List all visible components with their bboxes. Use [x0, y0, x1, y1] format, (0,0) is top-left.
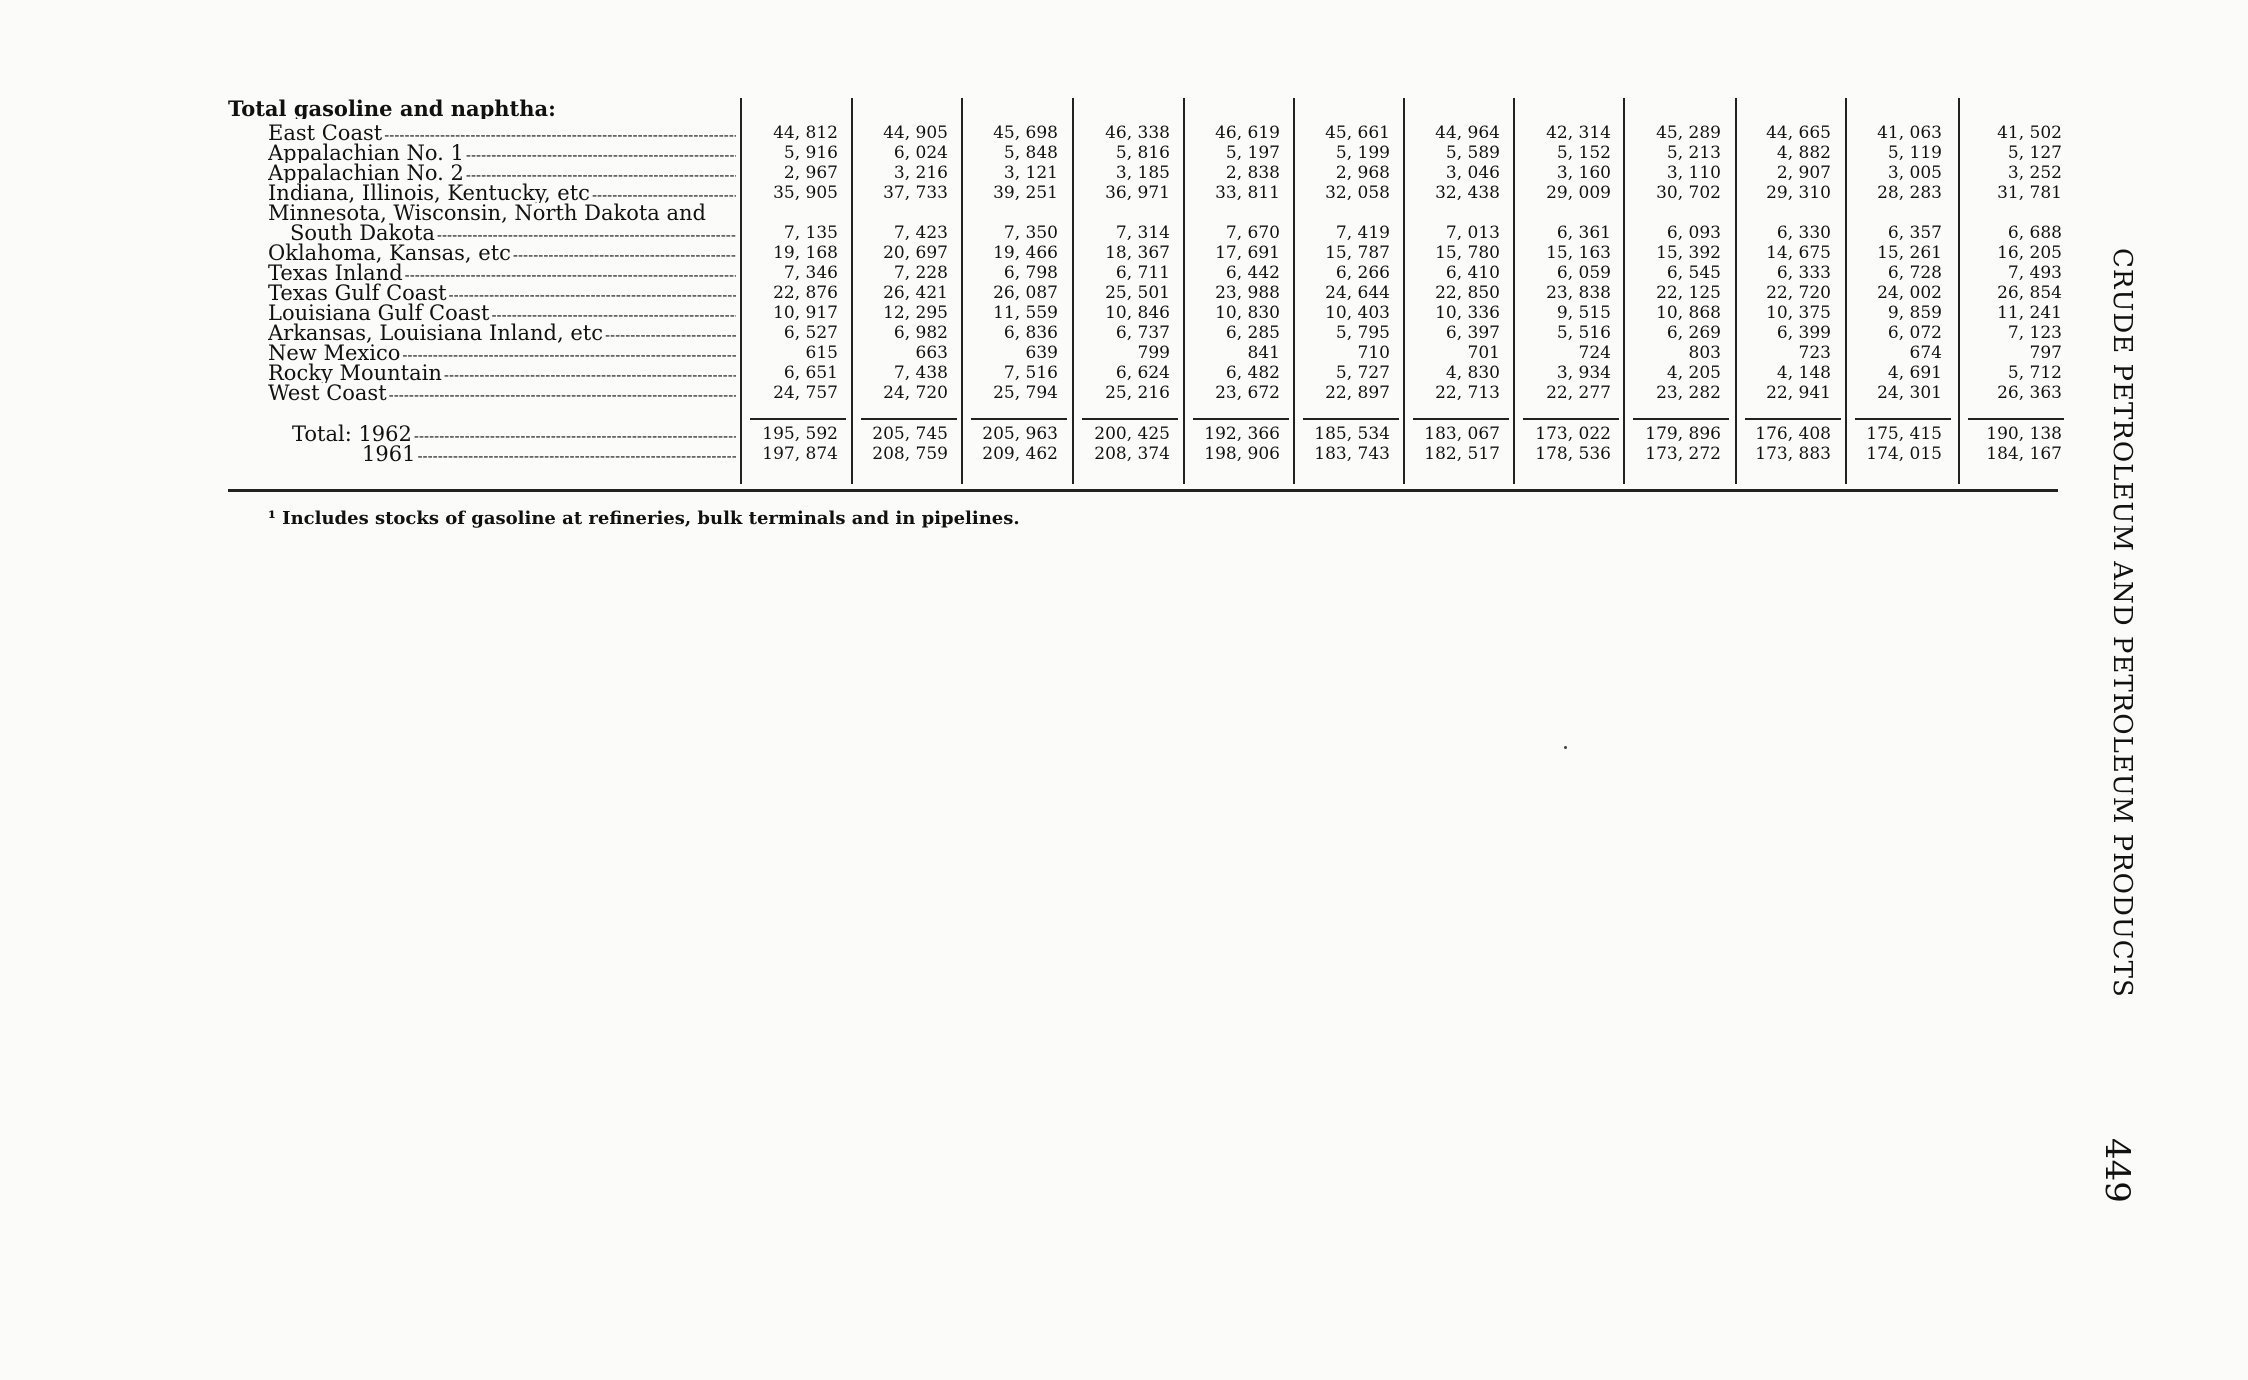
table-cell: 11, 559	[993, 303, 1058, 323]
table-cell: 7, 314	[1115, 223, 1170, 243]
table-cell: 710	[1357, 343, 1390, 363]
table-cell: 5, 916	[783, 143, 838, 163]
total-cell: 173, 022	[1535, 424, 1611, 444]
row-label: New Mexico -----	[268, 343, 736, 363]
table-cell: 23, 838	[1546, 283, 1611, 303]
table-cell: 4, 205	[1666, 363, 1721, 383]
table-cell: 10, 336	[1435, 303, 1500, 323]
table-cell: 7, 350	[1003, 223, 1058, 243]
total-cell: 197, 874	[762, 444, 838, 464]
row-label: Minnesota, Wisconsin, North Dakota and	[268, 203, 706, 223]
table-cell: 6, 285	[1225, 323, 1280, 343]
row-label: Oklahoma, Kansas, etc -----	[268, 243, 736, 263]
table-cell: 29, 009	[1546, 183, 1611, 203]
column-rule	[1845, 98, 1847, 484]
table-cell: 6, 333	[1776, 263, 1831, 283]
table-cell: 7, 346	[783, 263, 838, 283]
table-cell: 6, 357	[1887, 223, 1942, 243]
total-cell: 205, 745	[872, 424, 948, 444]
table-cell: 3, 185	[1115, 163, 1170, 183]
table-cell: 15, 261	[1877, 243, 1942, 263]
table-cell: 25, 794	[993, 383, 1058, 403]
footnote: ¹ Includes stocks of gasoline at refineries, bulk terminals and in pipelines.	[268, 508, 1020, 529]
total-cell: 173, 883	[1755, 444, 1831, 464]
table-cell: 5, 848	[1003, 143, 1058, 163]
table-cell: 25, 216	[1105, 383, 1170, 403]
table-cell: 3, 046	[1445, 163, 1500, 183]
table-cell: 17, 691	[1215, 243, 1280, 263]
table-cell: 5, 197	[1225, 143, 1280, 163]
table-cell: 5, 199	[1335, 143, 1390, 163]
table-cell: 7, 438	[893, 363, 948, 383]
column-rule	[1958, 98, 1960, 484]
subtotal-rule	[971, 418, 1067, 420]
table-cell: 24, 757	[773, 383, 838, 403]
table-cell: 22, 720	[1766, 283, 1831, 303]
table-cell: 22, 713	[1435, 383, 1500, 403]
table-cell: 10, 830	[1215, 303, 1280, 323]
table-cell: 15, 780	[1435, 243, 1500, 263]
column-rule	[1293, 98, 1295, 484]
table-cell: 14, 675	[1766, 243, 1831, 263]
table-cell: 6, 711	[1115, 263, 1170, 283]
column-rule	[1623, 98, 1625, 484]
section-header: Total gasoline and naphtha:	[228, 99, 556, 119]
total-cell: 183, 067	[1424, 424, 1500, 444]
row-label: East Coast -----	[268, 123, 736, 143]
table-cell: 22, 897	[1325, 383, 1390, 403]
table-cell: 6, 266	[1335, 263, 1390, 283]
table-cell: 6, 269	[1666, 323, 1721, 343]
total-cell: 195, 592	[762, 424, 838, 444]
table-cell: 701	[1467, 343, 1500, 363]
table-cell: 10, 917	[773, 303, 838, 323]
table-cell: 36, 971	[1105, 183, 1170, 203]
table-cell: 22, 876	[773, 283, 838, 303]
total-cell: 179, 896	[1645, 424, 1721, 444]
table-cell: 5, 516	[1556, 323, 1611, 343]
table-cell: 3, 110	[1666, 163, 1721, 183]
table-cell: 22, 125	[1656, 283, 1721, 303]
column-rule	[851, 98, 853, 484]
table-cell: 19, 168	[773, 243, 838, 263]
total-cell: 192, 366	[1204, 424, 1280, 444]
table-cell: 25, 501	[1105, 283, 1170, 303]
subtotal-rule	[1523, 418, 1619, 420]
table-cell: 9, 859	[1887, 303, 1942, 323]
table-cell: 15, 392	[1656, 243, 1721, 263]
total-cell: 183, 743	[1314, 444, 1390, 464]
table-cell: 22, 277	[1546, 383, 1611, 403]
table-cell: 44, 964	[1435, 123, 1500, 143]
column-rule	[740, 98, 742, 484]
table-cell: 10, 403	[1325, 303, 1390, 323]
table-cell: 7, 423	[893, 223, 948, 243]
total-cell: 198, 906	[1204, 444, 1280, 464]
table-cell: 6, 688	[2007, 223, 2062, 243]
table-cell: 5, 816	[1115, 143, 1170, 163]
table-cell: 3, 216	[893, 163, 948, 183]
total-cell: 175, 415	[1866, 424, 1942, 444]
subtotal-rule	[1303, 418, 1399, 420]
table-cell: 5, 727	[1335, 363, 1390, 383]
table-cell: 12, 295	[883, 303, 948, 323]
total-row-label: Total: 1962 -----	[292, 424, 736, 444]
table-cell: 7, 123	[2007, 323, 2062, 343]
table-cell: 724	[1578, 343, 1611, 363]
table-cell: 26, 363	[1997, 383, 2062, 403]
table-cell: 22, 941	[1766, 383, 1831, 403]
table-cell: 5, 213	[1666, 143, 1721, 163]
table-cell: 33, 811	[1215, 183, 1280, 203]
table-cell: 7, 670	[1225, 223, 1280, 243]
table-cell: 22, 850	[1435, 283, 1500, 303]
table-cell: 799	[1137, 343, 1170, 363]
table-cell: 2, 967	[783, 163, 838, 183]
table-cell: 674	[1909, 343, 1942, 363]
table-cell: 20, 697	[883, 243, 948, 263]
row-label: Appalachian No. 2 -----	[268, 163, 736, 183]
table-cell: 4, 882	[1776, 143, 1831, 163]
table-cell: 6, 024	[893, 143, 948, 163]
row-label: Indiana, Illinois, Kentucky, etc -----	[268, 183, 736, 203]
table-cell: 10, 846	[1105, 303, 1170, 323]
table-cell: 803	[1688, 343, 1721, 363]
table-cell: 23, 988	[1215, 283, 1280, 303]
subtotal-rule	[1633, 418, 1729, 420]
table-cell: 5, 712	[2007, 363, 2062, 383]
table-cell: 6, 982	[893, 323, 948, 343]
table-cell: 41, 063	[1877, 123, 1942, 143]
table-cell: 3, 160	[1556, 163, 1611, 183]
subtotal-rule	[1855, 418, 1951, 420]
column-rule	[961, 98, 963, 484]
table-cell: 6, 399	[1776, 323, 1831, 343]
table-cell: 3, 121	[1003, 163, 1058, 183]
table-cell: 5, 589	[1445, 143, 1500, 163]
table-cell: 4, 148	[1776, 363, 1831, 383]
total-cell: 208, 759	[872, 444, 948, 464]
total-cell: 209, 462	[982, 444, 1058, 464]
total-cell: 208, 374	[1094, 444, 1170, 464]
table-cell: 7, 013	[1445, 223, 1500, 243]
column-rule	[1735, 98, 1737, 484]
scan-speck	[1564, 746, 1567, 749]
table-cell: 6, 482	[1225, 363, 1280, 383]
table-cell: 2, 907	[1776, 163, 1831, 183]
table-cell: 7, 228	[893, 263, 948, 283]
subtotal-rule	[1745, 418, 1841, 420]
row-label: Texas Gulf Coast -----	[268, 283, 736, 303]
table-cell: 6, 072	[1887, 323, 1942, 343]
table-cell: 5, 119	[1887, 143, 1942, 163]
table-cell: 24, 301	[1877, 383, 1942, 403]
table-cell: 639	[1025, 343, 1058, 363]
table-cell: 6, 798	[1003, 263, 1058, 283]
total-row-label: 1961 -----	[362, 444, 736, 464]
row-label: Appalachian No. 1 -----	[268, 143, 736, 163]
table-cell: 7, 419	[1335, 223, 1390, 243]
table-cell: 841	[1247, 343, 1280, 363]
total-cell: 185, 534	[1314, 424, 1390, 444]
table-cell: 723	[1798, 343, 1831, 363]
table-cell: 23, 282	[1656, 383, 1721, 403]
table-cell: 32, 438	[1435, 183, 1500, 203]
table-cell: 30, 702	[1656, 183, 1721, 203]
total-cell: 176, 408	[1755, 424, 1831, 444]
table-cell: 4, 691	[1887, 363, 1942, 383]
table-cell: 5, 152	[1556, 143, 1611, 163]
table-cell: 10, 375	[1766, 303, 1831, 323]
table-cell: 6, 093	[1666, 223, 1721, 243]
row-label: Arkansas, Louisiana Inland, etc -----	[268, 323, 736, 343]
table-cell: 797	[2029, 343, 2062, 363]
table-cell: 26, 421	[883, 283, 948, 303]
total-cell: 174, 015	[1866, 444, 1942, 464]
total-cell: 205, 963	[982, 424, 1058, 444]
table-cell: 19, 466	[993, 243, 1058, 263]
column-rule	[1513, 98, 1515, 484]
subtotal-rule	[1413, 418, 1509, 420]
table-cell: 6, 397	[1445, 323, 1500, 343]
column-rule	[1072, 98, 1074, 484]
table-cell: 32, 058	[1325, 183, 1390, 203]
table-cell: 35, 905	[773, 183, 838, 203]
table-cell: 24, 002	[1877, 283, 1942, 303]
table-cell: 29, 310	[1766, 183, 1831, 203]
table-cell: 45, 289	[1656, 123, 1721, 143]
table-cell: 24, 644	[1325, 283, 1390, 303]
table-cell: 6, 059	[1556, 263, 1611, 283]
subtotal-rule	[1193, 418, 1289, 420]
total-cell: 173, 272	[1645, 444, 1721, 464]
row-label: Rocky Mountain -----	[268, 363, 736, 383]
subtotal-rule	[861, 418, 957, 420]
table-cell: 6, 361	[1556, 223, 1611, 243]
table-cell: 26, 854	[1997, 283, 2062, 303]
table-cell: 6, 527	[783, 323, 838, 343]
row-label: Texas Inland -----	[268, 263, 736, 283]
table-cell: 26, 087	[993, 283, 1058, 303]
table-cell: 15, 787	[1325, 243, 1390, 263]
table-cell: 6, 442	[1225, 263, 1280, 283]
subtotal-rule	[1082, 418, 1178, 420]
table-cell: 44, 905	[883, 123, 948, 143]
table-cell: 37, 733	[883, 183, 948, 203]
row-label: South Dakota -----	[290, 223, 736, 243]
table-cell: 2, 968	[1335, 163, 1390, 183]
table-cell: 6, 836	[1003, 323, 1058, 343]
table-cell: 45, 698	[993, 123, 1058, 143]
page-number: 449	[2097, 1138, 2137, 1203]
table-cell: 41, 502	[1997, 123, 2062, 143]
subtotal-rule	[1968, 418, 2064, 420]
table-cell: 5, 795	[1335, 323, 1390, 343]
column-rule	[1183, 98, 1185, 484]
total-cell: 178, 536	[1535, 444, 1611, 464]
total-cell: 182, 517	[1424, 444, 1500, 464]
table-cell: 7, 493	[2007, 263, 2062, 283]
table-cell: 45, 661	[1325, 123, 1390, 143]
table-cell: 6, 410	[1445, 263, 1500, 283]
table-cell: 46, 338	[1105, 123, 1170, 143]
table-cell: 6, 651	[783, 363, 838, 383]
table-cell: 28, 283	[1877, 183, 1942, 203]
table-cell: 39, 251	[993, 183, 1058, 203]
table-cell: 9, 515	[1556, 303, 1611, 323]
table-cell: 6, 728	[1887, 263, 1942, 283]
table-cell: 6, 624	[1115, 363, 1170, 383]
table-cell: 44, 665	[1766, 123, 1831, 143]
table-cell: 15, 163	[1546, 243, 1611, 263]
table-cell: 3, 005	[1887, 163, 1942, 183]
table-cell: 2, 838	[1225, 163, 1280, 183]
table-cell: 24, 720	[883, 383, 948, 403]
table-cell: 44, 812	[773, 123, 838, 143]
table-cell: 6, 330	[1776, 223, 1831, 243]
table-cell: 5, 127	[2007, 143, 2062, 163]
table-cell: 6, 545	[1666, 263, 1721, 283]
table-cell: 18, 367	[1105, 243, 1170, 263]
table-cell: 6, 737	[1115, 323, 1170, 343]
table-cell: 10, 868	[1656, 303, 1721, 323]
table-cell: 7, 516	[1003, 363, 1058, 383]
running-head: CRUDE PETROLEUM AND PETROLEUM PRODUCTS	[2107, 248, 2137, 998]
table-cell: 46, 619	[1215, 123, 1280, 143]
table-cell: 7, 135	[783, 223, 838, 243]
column-rule	[1403, 98, 1405, 484]
table-cell: 3, 252	[2007, 163, 2062, 183]
table-cell: 663	[915, 343, 948, 363]
table-cell: 23, 672	[1215, 383, 1280, 403]
table-cell: 615	[805, 343, 838, 363]
table-cell: 16, 205	[1997, 243, 2062, 263]
table-cell: 31, 781	[1997, 183, 2062, 203]
total-cell: 200, 425	[1094, 424, 1170, 444]
row-label: West Coast -----	[268, 383, 736, 403]
table-bottom-rule	[228, 489, 2058, 492]
table-cell: 3, 934	[1556, 363, 1611, 383]
table-cell: 11, 241	[1997, 303, 2062, 323]
total-cell: 190, 138	[1986, 424, 2062, 444]
table-cell: 4, 830	[1445, 363, 1500, 383]
row-label: Louisiana Gulf Coast -----	[268, 303, 736, 323]
subtotal-rule	[750, 418, 846, 420]
total-cell: 184, 167	[1986, 444, 2062, 464]
table-cell: 42, 314	[1546, 123, 1611, 143]
